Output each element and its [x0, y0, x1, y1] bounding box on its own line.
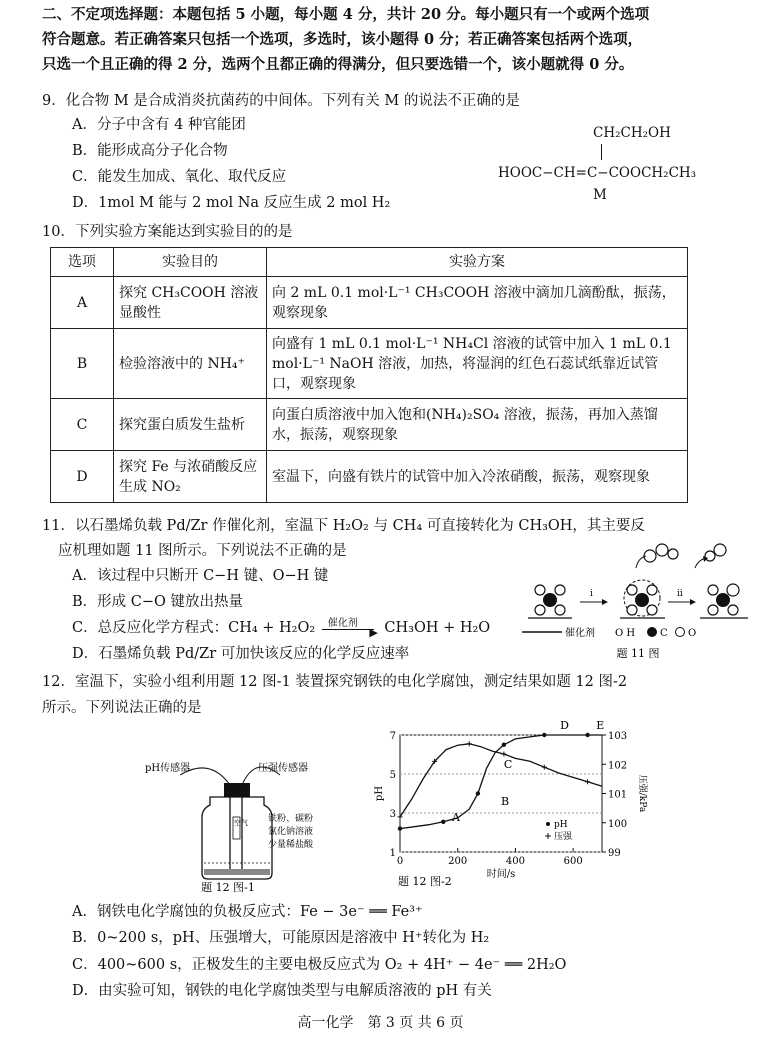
- step-ii-label: ii: [677, 589, 683, 599]
- table-row: [51, 451, 688, 503]
- row-plan: 室温下，向盛有铁片的试管中加入冷浓硝酸，振荡，观察现象: [267, 451, 688, 503]
- figure-11-caption: 题 11 图: [616, 647, 660, 660]
- apparatus-figure: [140, 745, 340, 893]
- q9-stem: 9．化合物 M 是合成消炎抗菌药的中间体。下列有关 M 的说法不正确的是: [42, 93, 520, 109]
- row-goal: 探究蛋白质发生盐析: [114, 399, 267, 451]
- structure-label: M: [593, 187, 607, 203]
- point-label-B: B: [501, 795, 510, 809]
- x-tick-label: 400: [505, 856, 525, 867]
- step-i-label: i: [590, 589, 593, 599]
- figure-12-2-caption: 题 12 图-2: [398, 875, 452, 888]
- q12-stem-line-2: 所示。下列说法正确的是: [42, 700, 202, 716]
- q9-option-a: A．分子中含有 4 种官能团: [72, 117, 246, 133]
- row-option: B: [51, 329, 114, 399]
- contents-label-3: 少量稀盐酸: [268, 840, 314, 850]
- legend-catalyst: 催化剂: [565, 628, 595, 639]
- row-goal: 探究 Fe 与浓硝酸反应生成 NO₂: [114, 451, 267, 503]
- header-goal: 实验目的: [114, 248, 267, 277]
- reaction-products: CH₃OH + H₂O: [384, 620, 491, 636]
- y-tick-label: 5: [389, 770, 396, 781]
- section-heading-line-1: 二、不定项选择题：本题包括 5 小题，每小题 4 分，共计 20 分。每小题只有一个或两个选项: [42, 6, 650, 23]
- pressure-point: [467, 741, 472, 746]
- ph-point: [542, 733, 546, 737]
- legend-ph-marker: [546, 822, 550, 826]
- q12-option-c: C．400~600 s，正极发生的主要电极反应式为 O₂ + 4H⁺ − 4e⁻ ══ 2H₂O: [72, 957, 567, 973]
- methane-molecule: [535, 585, 565, 615]
- q11-stem-line-2: 应机理如题 11 图所示。下列说法不正确的是: [58, 543, 347, 559]
- q9-option-b: B．能形成高分子化合物: [72, 143, 228, 159]
- header-option: 选项: [51, 248, 114, 277]
- pressure-point: [542, 765, 547, 770]
- row-plan: 向蛋白质溶液中加入饱和(NH₄)₂SO₄ 溶液，振荡，再加入蒸馏水，振荡，观察现象: [267, 399, 688, 451]
- row-option: C: [51, 399, 114, 451]
- y-tick-label: 3: [389, 809, 396, 820]
- x-tick-label: 0: [396, 856, 404, 867]
- methanol-molecule: [695, 544, 739, 615]
- point-label-C: C: [503, 758, 513, 772]
- structure-side-chain: CH₂CH₂OH: [593, 125, 671, 141]
- point-label-D: D: [560, 720, 569, 733]
- y2-tick-label: 102: [608, 760, 628, 772]
- point-label-E: E: [596, 720, 605, 733]
- ph-point: [502, 743, 506, 747]
- y-tick-label: 1: [389, 848, 396, 859]
- legend-ph-text: pH: [554, 820, 568, 830]
- y-tick-label: 7: [389, 731, 396, 742]
- figure-12-1-caption: 题 12 图-1: [201, 881, 255, 893]
- experiment-table: [50, 247, 688, 503]
- mechanism-figure: [520, 538, 755, 663]
- table-row: [51, 329, 688, 399]
- q9-option-c: C．能发生加成、氧化、取代反应: [72, 169, 287, 185]
- y2-tick-label: 100: [608, 818, 628, 830]
- q12-option-a: A．钢铁电化学腐蚀的负极反应式：Fe − 3e⁻ ══ Fe³⁺: [72, 904, 423, 920]
- ph-point: [585, 733, 589, 737]
- row-goal: 检验溶液中的 NH₄⁺: [114, 329, 267, 399]
- row-option: A: [51, 277, 114, 329]
- ph-sensor-label: pH传感器: [145, 763, 191, 774]
- q11-option-a: A．该过程中只断开 C−H 键、O−H 键: [72, 568, 329, 584]
- q12-option-b: B．0~200 s，pH、压强增大，可能原因是溶液中 H⁺转化为 H₂: [72, 930, 490, 946]
- y2-axis-label: 压强/kPa: [637, 774, 647, 813]
- section-heading-line-2: 符合题意。若正确答案只包括一个选项，多选时，该小题得 0 分；若正确答案包括两个选项，: [42, 31, 643, 48]
- contents-label-1: 铁粉、碳粉: [268, 814, 314, 824]
- x-tick-label: 200: [448, 856, 468, 867]
- legend-o: O: [688, 628, 697, 639]
- legend-pressure-marker: [545, 833, 551, 839]
- q11-option-d: D．石墨烯负载 Pd/Zr 可加快该反应的化学反应速率: [72, 646, 410, 662]
- reaction-arrow: 催化剂 ▶: [320, 618, 380, 638]
- row-plan: 向 2 mL 0.1 mol·L⁻¹ CH₃COOH 溶液中滴加几滴酚酞，振荡，观察现象: [267, 277, 688, 329]
- table-row: [51, 399, 688, 451]
- legend-pressure-text: 压强: [554, 832, 573, 842]
- point-label-A: A: [451, 810, 460, 824]
- x-axis-label: 时间/s: [486, 869, 516, 880]
- ph-point: [476, 791, 480, 795]
- ph-pressure-chart: [370, 720, 670, 895]
- page-footer: 高一化学 第 3 页 共 6 页: [297, 1015, 464, 1031]
- row-goal: 探究 CH₃COOH 溶液显酸性: [114, 277, 267, 329]
- q10-stem: 10．下列实验方案能达到实验目的的是: [42, 224, 293, 240]
- pressure-point: [501, 752, 506, 757]
- intermediate-molecule: [624, 544, 678, 616]
- series-line-ph: [400, 735, 602, 829]
- section-heading-line-3: 只选一个且正确的得 2 分，选两个且都正确的得满分，但只要选错一个，该小题就得 0 分。: [42, 56, 634, 73]
- legend-oxygen-dot: [676, 628, 685, 637]
- q12-option-d: D．由实验可知，钢铁的电化学腐蚀类型与电解质溶液的 pH 有关: [72, 983, 492, 999]
- contents-label-2: 氯化钠溶液: [268, 827, 314, 837]
- row-plan: 向盛有 1 mL 0.1 mol·L⁻¹ NH₄Cl 溶液的试管中加入 1 mL 0.1 mol·L⁻¹ NaOH 溶液，加热，将湿润的红色石蕊试纸靠近试管口，观察现象: [267, 329, 688, 399]
- compound-m-structure: [498, 122, 696, 206]
- structure-bond: [498, 144, 696, 162]
- ph-point: [398, 826, 402, 830]
- q11-stem-line-1: 11．以石墨烯负载 Pd/Zr 作催化剂，室温下 H₂O₂ 与 CH₄ 可直接转化为 CH₃OH，其主要反: [42, 518, 645, 534]
- pressure-sensor-label: 压强传感器: [258, 763, 308, 774]
- y2-tick-label: 99: [608, 848, 621, 859]
- pressure-point: [585, 779, 590, 784]
- ph-point: [441, 820, 445, 824]
- y2-tick-label: 103: [608, 731, 628, 742]
- legend-carbon-dot: [647, 627, 657, 637]
- header-plan: 实验方案: [267, 248, 688, 277]
- legend-c: C: [660, 628, 668, 639]
- y-axis-label: pH: [374, 785, 385, 802]
- reaction-catalyst-label: 催化剂: [327, 618, 358, 629]
- q9-option-d: D．1mol M 能与 2 mol Na 反应生成 2 mol H₂: [72, 195, 391, 211]
- q11-option-c-text: C．总反应化学方程式：CH₄ + H₂O₂: [72, 620, 316, 636]
- iron-carbon-powder: [204, 869, 270, 875]
- q11-option-b: B．形成 C−O 键放出热量: [72, 594, 244, 610]
- row-option: D: [51, 451, 114, 503]
- q11-option-c: [72, 618, 490, 638]
- q12-stem-line-1: 12．室温下，实验小组利用题 12 图-1 装置探究钢铁的电化学腐蚀，测定结果如题 12 图-2: [42, 674, 628, 690]
- x-tick-label: 600: [563, 856, 583, 867]
- table-header-row: [51, 248, 688, 277]
- table-row: [51, 277, 688, 329]
- stopper-icon: [224, 783, 250, 797]
- legend-oh: O H: [615, 628, 636, 639]
- structure-main-chain: HOOC−CH=C−COOCH₂CH₃: [498, 165, 697, 181]
- air-label: 空气: [234, 819, 248, 827]
- y2-tick-label: 101: [608, 789, 628, 801]
